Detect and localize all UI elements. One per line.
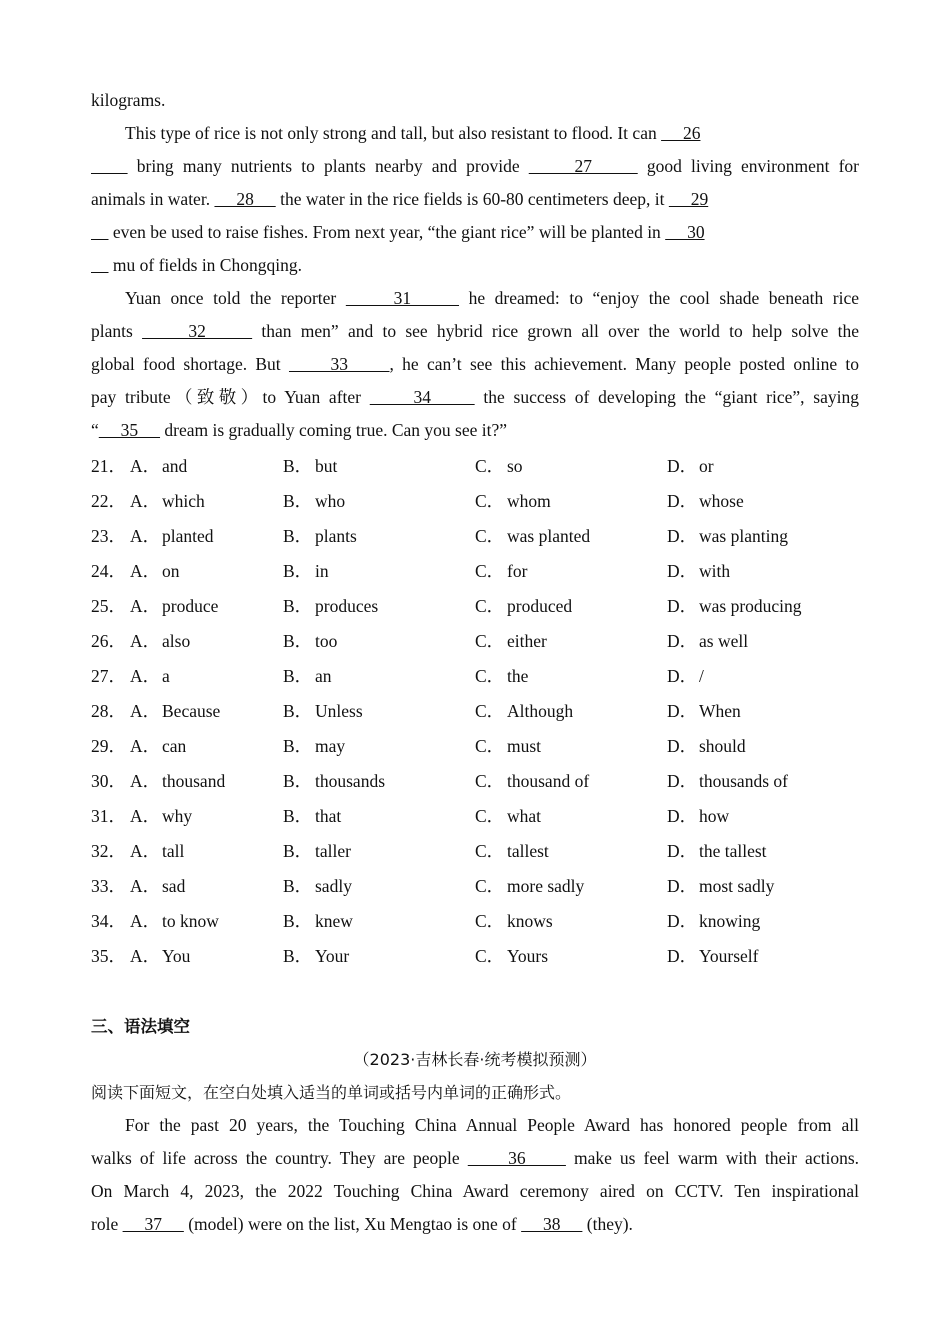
option-letter: A． <box>130 946 161 966</box>
option-c[interactable] <box>475 694 667 729</box>
option-letter: D． <box>667 666 698 686</box>
blank-35: 35 <box>98 420 161 440</box>
blank-29: 29 <box>668 189 709 209</box>
passage-line <box>91 249 859 282</box>
question-number: 27． <box>91 666 126 686</box>
option-text: as well <box>699 631 749 651</box>
option-letter: C． <box>475 736 505 756</box>
option-text: was producing <box>699 596 802 616</box>
option-b[interactable] <box>283 939 475 974</box>
option-letter: B． <box>283 946 313 966</box>
option-letter: A． <box>130 771 161 791</box>
option-text: an <box>315 666 332 686</box>
question-row <box>91 554 859 589</box>
option-letter: C． <box>475 946 505 966</box>
option-letter: A． <box>130 876 161 896</box>
option-text: which <box>162 491 205 511</box>
option-letter: B． <box>283 526 313 546</box>
option-a[interactable] <box>91 869 283 904</box>
question-row <box>91 659 859 694</box>
option-b[interactable] <box>283 904 475 939</box>
option-letter: D． <box>667 806 698 826</box>
question-number: 26． <box>91 631 126 651</box>
option-text: knew <box>315 911 353 931</box>
option-a[interactable] <box>91 449 283 484</box>
passage-cloze <box>91 84 859 447</box>
option-c[interactable] <box>475 589 667 624</box>
option-letter: B． <box>283 876 313 896</box>
option-d[interactable] <box>667 869 859 904</box>
option-d[interactable] <box>667 834 859 869</box>
question-number: 32． <box>91 841 126 861</box>
option-letter: D． <box>667 841 698 861</box>
passage-text: “ <box>91 420 99 440</box>
passage-text: global food shortage. But <box>91 354 289 374</box>
option-text: planted <box>162 526 214 546</box>
passage-text: than men” and to see hybrid rice grown all over the world to help solve the <box>252 321 859 341</box>
option-text: either <box>507 631 547 651</box>
option-d[interactable] <box>667 939 859 974</box>
passage-text: bring many nutrients to plants nearby and provide <box>127 156 529 176</box>
question-number: 24． <box>91 561 126 581</box>
option-text: sad <box>162 876 186 896</box>
option-c[interactable] <box>475 939 667 974</box>
option-letter: D． <box>667 946 698 966</box>
question-number: 28． <box>91 701 126 721</box>
option-letter: C． <box>475 561 505 581</box>
question-row <box>91 589 859 624</box>
passage-text: For the past 20 years, the Touching China Annual People Award has honored people from all <box>125 1115 859 1135</box>
option-text: to know <box>162 911 219 931</box>
question-row <box>91 694 859 729</box>
option-a[interactable] <box>91 834 283 869</box>
question-row <box>91 729 859 764</box>
blank-29-continued <box>91 222 109 242</box>
blank-38: 38 <box>521 1214 583 1234</box>
option-text: a <box>162 666 170 686</box>
option-d[interactable] <box>667 624 859 659</box>
option-letter: D． <box>667 631 698 651</box>
option-c[interactable] <box>475 484 667 519</box>
option-letter: D． <box>667 491 698 511</box>
passage-text: kilograms. <box>91 90 166 110</box>
option-text: Unless <box>315 701 363 721</box>
passage-line <box>91 282 859 315</box>
passage-line <box>91 1208 859 1241</box>
option-letter: A． <box>130 596 161 616</box>
option-a[interactable] <box>91 694 283 729</box>
option-text: and <box>162 456 188 476</box>
section-title: 三、语法填空 <box>91 1017 190 1036</box>
option-letter: A． <box>130 736 161 756</box>
option-text: knowing <box>699 911 761 931</box>
option-d[interactable] <box>667 589 859 624</box>
option-letter: B． <box>283 561 313 581</box>
option-text: why <box>162 806 193 826</box>
option-text: was planting <box>699 526 788 546</box>
option-letter: B． <box>283 771 313 791</box>
option-text: plants <box>315 526 357 546</box>
option-letter: B． <box>283 456 313 476</box>
option-letter: B． <box>283 736 313 756</box>
option-text: can <box>162 736 187 756</box>
option-letter: A． <box>130 491 161 511</box>
option-letter: A． <box>130 456 161 476</box>
option-letter: D． <box>667 526 698 546</box>
option-letter: A． <box>130 806 161 826</box>
question-row <box>91 764 859 799</box>
option-text: tallest <box>507 841 549 861</box>
passage-text: mu of fields in Chongqing. <box>108 255 302 275</box>
option-text: also <box>162 631 191 651</box>
option-letter: B． <box>283 491 313 511</box>
option-text: thousand <box>162 771 226 791</box>
blank-34: 34 <box>369 387 475 407</box>
question-number: 31． <box>91 806 126 826</box>
passage-text: he dreamed: to “enjoy the cool shade beneath rice <box>459 288 860 308</box>
passage-text: walks of life across the country. They are people <box>91 1148 468 1168</box>
option-a[interactable] <box>91 624 283 659</box>
option-text: for <box>507 561 528 581</box>
option-text: should <box>699 736 746 756</box>
question-row <box>91 904 859 939</box>
option-text: When <box>699 701 741 721</box>
option-letter: A． <box>130 666 161 686</box>
option-c[interactable] <box>475 449 667 484</box>
passage-text: (they). <box>582 1214 633 1234</box>
option-d[interactable] <box>667 764 859 799</box>
question-source: （2023·吉林长春·统考模拟预测） <box>353 1050 597 1069</box>
option-text: what <box>507 806 542 826</box>
passage-line <box>91 183 859 216</box>
option-text: on <box>162 561 180 581</box>
option-c[interactable] <box>475 904 667 939</box>
option-letter: B． <box>283 841 313 861</box>
passage-line <box>91 1175 859 1208</box>
option-d[interactable] <box>667 799 859 834</box>
passage-line <box>91 117 859 150</box>
option-text: Yourself <box>699 946 759 966</box>
option-letter: B． <box>283 631 313 651</box>
question-number: 30． <box>91 771 126 791</box>
option-letter: C． <box>475 596 505 616</box>
option-b[interactable] <box>283 659 475 694</box>
question-number: 29． <box>91 736 126 756</box>
option-text: Because <box>162 701 221 721</box>
passage-text: On March 4, 2023, the 2022 Touching China Award ceremony aired on CCTV. Ten inspirational <box>91 1181 859 1201</box>
blank-36: 36 <box>467 1148 566 1168</box>
option-text: produced <box>507 596 573 616</box>
passage-line <box>91 150 859 183</box>
option-letter: C． <box>475 666 505 686</box>
question-row <box>91 449 859 484</box>
option-text: the <box>507 666 529 686</box>
option-letter: A． <box>130 631 161 651</box>
option-b[interactable] <box>283 764 475 799</box>
option-letter: C． <box>475 526 505 546</box>
option-text: in <box>315 561 329 581</box>
option-a[interactable] <box>91 764 283 799</box>
passage-line <box>91 348 859 381</box>
option-letter: C． <box>475 456 505 476</box>
option-text: more sadly <box>507 876 585 896</box>
option-text: thousands of <box>699 771 788 791</box>
question-number: 22． <box>91 491 126 511</box>
option-text: Although <box>507 701 574 721</box>
passage-line <box>91 315 859 348</box>
option-letter: C． <box>475 631 505 651</box>
option-d[interactable] <box>667 519 859 554</box>
option-d[interactable] <box>667 904 859 939</box>
passage-text: dream is gradually coming true. Can you see it?” <box>160 420 508 440</box>
option-b[interactable] <box>283 624 475 659</box>
question-row <box>91 484 859 519</box>
option-text: taller <box>315 841 351 861</box>
passage-text: make us feel warm with their actions. <box>565 1148 860 1168</box>
option-a[interactable] <box>91 484 283 519</box>
option-letter: A． <box>130 911 161 931</box>
option-letter: D． <box>667 561 698 581</box>
option-b[interactable] <box>283 834 475 869</box>
option-text: with <box>699 561 731 581</box>
option-c[interactable] <box>475 659 667 694</box>
passage-text: even be used to raise fishes. From next year, “the giant rice” will be planted in <box>108 222 666 242</box>
option-c[interactable] <box>475 764 667 799</box>
option-b[interactable] <box>283 554 475 589</box>
option-letter: A． <box>130 526 161 546</box>
option-letter: D． <box>667 911 698 931</box>
option-a[interactable] <box>91 729 283 764</box>
option-letter: A． <box>130 841 161 861</box>
question-number: 33． <box>91 876 126 896</box>
option-letter: B． <box>283 911 313 931</box>
option-c[interactable] <box>475 834 667 869</box>
option-text: may <box>315 736 346 756</box>
passage-text: Yuan once told the reporter <box>125 288 346 308</box>
option-text: so <box>507 456 523 476</box>
blank-30-continued <box>91 255 109 275</box>
option-text: how <box>699 806 730 826</box>
option-text: was planted <box>507 526 591 546</box>
option-text: thousands <box>315 771 385 791</box>
option-letter: C． <box>475 806 505 826</box>
option-d[interactable] <box>667 694 859 729</box>
option-text: produces <box>315 596 379 616</box>
option-text: sadly <box>315 876 352 896</box>
question-number: 34． <box>91 911 126 931</box>
passage-line <box>91 414 859 447</box>
option-text: thousand of <box>507 771 590 791</box>
question-number: 23． <box>91 526 126 546</box>
passage-line <box>91 1109 859 1142</box>
option-b[interactable] <box>283 589 475 624</box>
option-b[interactable] <box>283 519 475 554</box>
blank-37: 37 <box>122 1214 184 1234</box>
option-d[interactable] <box>667 554 859 589</box>
option-text: tall <box>162 841 185 861</box>
option-d[interactable] <box>667 729 859 764</box>
passage-line <box>91 1142 859 1175</box>
passage-text: pay tribute（致敬）to Yuan after <box>91 387 370 407</box>
passage-line <box>91 216 859 249</box>
option-text: You <box>162 946 191 966</box>
instruction: 阅读下面短文，在空白处填入适当的单词或括号内单词的正确形式。 <box>91 1083 572 1102</box>
blank-28: 28 <box>214 189 276 209</box>
question-number: 35． <box>91 946 126 966</box>
option-letter: C． <box>475 876 505 896</box>
option-c[interactable] <box>475 624 667 659</box>
blank-26-continued <box>91 156 128 176</box>
option-letter: B． <box>283 666 313 686</box>
option-a[interactable] <box>91 589 283 624</box>
option-a[interactable] <box>91 904 283 939</box>
options-list <box>91 449 859 974</box>
option-c[interactable] <box>475 799 667 834</box>
option-text: but <box>315 456 338 476</box>
option-letter: D． <box>667 456 698 476</box>
passage-line <box>91 381 859 414</box>
passage-text: This type of rice is not only strong and tall, but also resistant to flood. It can <box>125 123 662 143</box>
option-text: or <box>699 456 714 476</box>
question-row <box>91 624 859 659</box>
option-letter: D． <box>667 771 698 791</box>
blank-26: 26 <box>661 123 701 143</box>
option-letter: B． <box>283 596 313 616</box>
blank-33: 33 <box>288 354 390 374</box>
option-d[interactable] <box>667 659 859 694</box>
option-text: that <box>315 806 342 826</box>
question-row <box>91 939 859 974</box>
option-letter: A． <box>130 701 161 721</box>
blank-32: 32 <box>142 321 253 341</box>
option-text: produce <box>162 596 219 616</box>
option-text: knows <box>507 911 553 931</box>
blank-30: 30 <box>665 222 705 242</box>
option-text: / <box>699 666 704 686</box>
option-c[interactable] <box>475 729 667 764</box>
question-row <box>91 869 859 904</box>
option-d[interactable] <box>667 449 859 484</box>
question-row <box>91 799 859 834</box>
option-letter: C． <box>475 771 505 791</box>
option-letter: D． <box>667 701 698 721</box>
option-letter: C． <box>475 701 505 721</box>
question-number: 25． <box>91 596 126 616</box>
passage-text: , he can’t see this achievement. Many people posted online to <box>389 354 860 374</box>
document-page <box>91 84 859 1241</box>
option-b[interactable] <box>283 694 475 729</box>
passage-text: role <box>91 1214 123 1234</box>
option-text: whose <box>699 491 744 511</box>
passage-text: plants <box>91 321 143 341</box>
option-a[interactable] <box>91 554 283 589</box>
option-text: the tallest <box>699 841 767 861</box>
option-letter: D． <box>667 876 698 896</box>
question-row <box>91 519 859 554</box>
passage-grammar <box>91 1109 859 1241</box>
option-letter: C． <box>475 911 505 931</box>
option-text: must <box>507 736 542 756</box>
passage-text: animals in water. <box>91 189 215 209</box>
option-letter: B． <box>283 806 313 826</box>
question-row <box>91 834 859 869</box>
option-letter: D． <box>667 736 698 756</box>
passage-line <box>91 84 859 117</box>
option-a[interactable] <box>91 659 283 694</box>
option-text: whom <box>507 491 551 511</box>
option-b[interactable] <box>283 799 475 834</box>
option-letter: A． <box>130 561 161 581</box>
option-a[interactable] <box>91 939 283 974</box>
passage-text: the success of developing the “giant rice”, saying <box>474 387 859 407</box>
blank-31: 31 <box>345 288 460 308</box>
option-b[interactable] <box>283 484 475 519</box>
option-b[interactable] <box>283 729 475 764</box>
option-text: most sadly <box>699 876 775 896</box>
option-text: too <box>315 631 338 651</box>
blank-27: 27 <box>528 156 638 176</box>
option-a[interactable] <box>91 519 283 554</box>
option-letter: C． <box>475 841 505 861</box>
question-number: 21． <box>91 456 126 476</box>
option-c[interactable] <box>475 869 667 904</box>
option-c[interactable] <box>475 554 667 589</box>
option-d[interactable] <box>667 484 859 519</box>
option-b[interactable] <box>283 869 475 904</box>
option-letter: C． <box>475 491 505 511</box>
option-c[interactable] <box>475 519 667 554</box>
option-b[interactable] <box>283 449 475 484</box>
passage-text: good living environment for <box>637 156 859 176</box>
passage-text: the water in the rice fields is 60-80 centimeters deep, it <box>275 189 669 209</box>
option-letter: D． <box>667 596 698 616</box>
option-text: Your <box>315 946 350 966</box>
option-letter: B． <box>283 701 313 721</box>
option-text: who <box>315 491 346 511</box>
passage-text: (model) were on the list, Xu Mengtao is one of <box>183 1214 522 1234</box>
option-text: Yours <box>507 946 549 966</box>
option-a[interactable] <box>91 799 283 834</box>
